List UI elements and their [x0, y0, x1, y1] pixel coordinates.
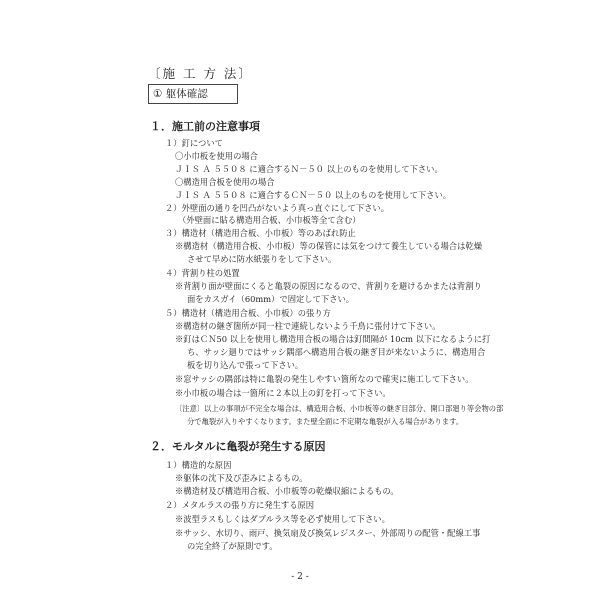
- text-line: ※窓サッシの隅部は特に亀裂の発生しやすい箇所なので確実に施工して下さい。: [175, 374, 474, 384]
- note-line: 分で亀裂が入りやすくなります。また壁全面に不定期な亀裂が入る場合があります。: [187, 417, 464, 426]
- page-number: - 2 -: [291, 572, 309, 582]
- text-line: ２）メタルラスの張り方に発生する原因: [165, 500, 315, 510]
- section1-heading: １．施工前の注意事項: [150, 120, 260, 133]
- text-line: （外壁面に貼る構造用合板、小巾板等全て含む）: [178, 215, 361, 225]
- text-line: ※構造材（構造用合板、小巾板）等の保管には気をつけて養生している場合は乾燥: [175, 241, 482, 251]
- text-line: ち、サッシ廻りではサッシ隅部へ構造用合板の継ぎ目が来ないように、構造用合: [187, 347, 486, 357]
- text-line: ※波型ラスもしくはダブルラス等を必ず使用して下さい。: [175, 514, 390, 524]
- text-line: 〇構造用合板を使用の場合: [175, 177, 275, 187]
- text-line: ＪＩＳ Ａ ５５０８ に適合するＮ－５０ 以上のものを使用して下さい。: [175, 164, 443, 174]
- text-line: １）構造的な原因: [165, 460, 232, 470]
- section-box-label: ① 躯体確認: [148, 84, 238, 104]
- section2-heading: ２．モルタルに亀裂が発生する原因: [150, 440, 326, 453]
- text-line: させて早めに防水紙張りをして下さい。: [187, 254, 337, 264]
- text-line: ※構造材の継ぎ箇所が同一柱で連続しないよう千鳥に張付けて下さい。: [175, 321, 441, 331]
- text-line: ２）外壁面の通りを凹凸がないよう真っ直ぐにして下さい。: [165, 203, 390, 213]
- text-line: ※躯体の沈下及び歪みによるもの。: [175, 473, 308, 483]
- text-line: ４）背割り柱の処置: [165, 268, 240, 278]
- text-line: ３）構造材（構造用合板、小巾板）等のあばれ防止: [165, 228, 356, 238]
- text-line: 面をカスガイ（60mm）で固定して下さい。: [187, 294, 355, 304]
- text-line: １）釘について: [165, 138, 223, 148]
- text-line: ※釘はＣＮ50 以上を使用し構造用合板の場合は釘間隔が 10cm 以下になるように打: [175, 334, 491, 344]
- text-line: ※背割り面が壁面にくると亀裂の原因になるので、背割りを避けるかまたは背割り: [175, 281, 482, 291]
- text-line: 板を切り込んで張って下さい。: [187, 360, 304, 370]
- text-line: 〇小巾板を使用の場合: [175, 151, 258, 161]
- page-title: 〔施 工 方 法〕: [148, 66, 253, 81]
- text-line: ５）構造材（構造用合板、小巾板）の張り方: [165, 308, 331, 318]
- text-line: ※サッシ、水切り、雨戸、換気扇及び換気レジスター、外部周りの配管・配線工事: [175, 528, 481, 538]
- text-line: の完全終了が原則です。: [187, 541, 278, 551]
- text-line: ※小巾板の場合は一箇所に２本以上の釘を打って下さい。: [175, 388, 391, 398]
- text-line: ※構造材及び構造用合板、小巾板等の乾燥収縮によるもの。: [175, 486, 399, 496]
- note-line: 〔注意〕以上の事項が不完全な場合は、構造用合板、小巾板等の継ぎ目部分、開口部廻り等会物の部: [175, 404, 504, 413]
- text-line: ＪＩＳ Ａ ５５０８ に適合するＣＮ－５０ 以上のものを使用して下さい。: [175, 190, 452, 200]
